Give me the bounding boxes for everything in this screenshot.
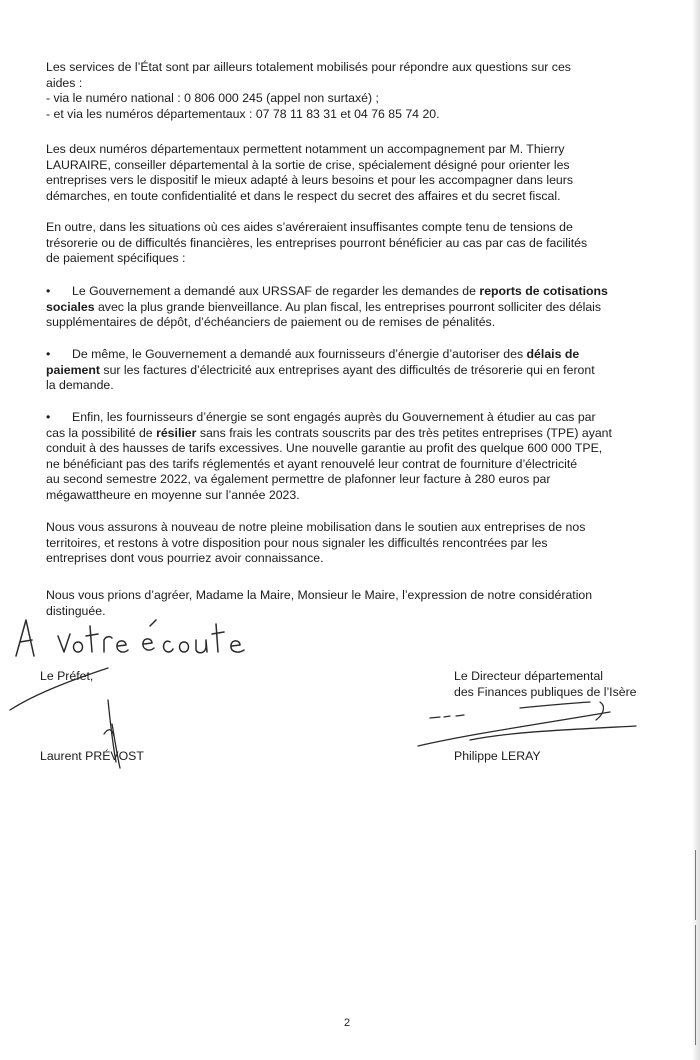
page-number: 2	[344, 1017, 351, 1029]
bold-text: sociales	[46, 299, 95, 314]
scan-edge-mark	[695, 850, 696, 920]
text-line: mégawattheure en moyenne sur l’année 2023.	[46, 487, 300, 502]
text-line	[46, 363, 654, 379]
text-line: la demande.	[46, 378, 114, 393]
bold-text: paiement	[46, 362, 100, 377]
signature-prefet-name: Laurent PRÉVOST	[40, 749, 144, 763]
text-line: Nous vous prions d’agréer, Madame la Maire, Monsieur le Maire, l’expression de notre considération	[46, 588, 593, 602]
text-line: conduit à des hausses de tarifs excessives. Une nouvelle garantie au profit des quelque 600 000 TPE,	[46, 441, 603, 456]
bullet-urssaf	[46, 284, 654, 331]
scan-edge-mark	[695, 925, 696, 1045]
scan-edge-shadow	[692, 0, 700, 1060]
text-line: au second semestre 2022, va également permettre de plafonner leur facture à 280 euros par	[46, 472, 551, 487]
text-run: Enfin, les fournisseurs d’énergie se sont engagés auprès du Gouvernement à étudier au cas par	[72, 410, 596, 424]
text-line: entreprises vers le dispositif le mieux adapté à leurs besoins et pour les accompagner dans leurs	[46, 173, 573, 188]
text-run: Le Gouvernement a demandé aux URSSAF de regarder les demandes de	[72, 284, 480, 298]
text-line	[46, 284, 654, 300]
text-line: - et via les numéros départementaux : 07 78 11 83 31 et 04 76 85 74 20.	[46, 106, 440, 121]
text-line: supplémentaires de dépôt, d’échéanciers de paiement ou de remises de pénalités.	[46, 315, 496, 330]
text-run: cas la possibilité de	[46, 425, 157, 440]
text-line: ne bénéficiant pas des tarifs réglementés et ayant renouvelé leur contrat de fourniture d’électricité	[46, 456, 578, 471]
text-line: LAURAIRE, conseiller départemental à la sortie de crise, spécialement désigné pour orienter les	[46, 157, 570, 172]
text-line: En outre, dans les situations où ces aides s’avéreraient insuffisantes compte tenu de tensions de	[46, 220, 573, 234]
text-line: de paiement spécifiques :	[46, 251, 186, 266]
text-line	[46, 347, 654, 363]
text-line: Les deux numéros départementaux permettent notamment un accompagnement par M. Thierry	[46, 142, 565, 156]
text-line: aides :	[46, 75, 83, 90]
bullet-marker: •	[46, 347, 51, 361]
bold-text: délais de	[526, 347, 580, 361]
signature-dgfip-title-2: des Finances publiques de l’Isère	[454, 685, 637, 699]
text-line: Nous vous assurons à nouveau de notre pleine mobilisation dans le soutien aux entreprises de nos	[46, 520, 586, 534]
bold-text: reports de cotisations	[479, 284, 608, 298]
text-run: avec la plus grande bienveillance. Au plan fiscal, les entreprises pourront solliciter des délais	[94, 299, 602, 314]
signature-prefet-title: Le Préfet,	[40, 669, 94, 683]
bullet-marker: •	[46, 284, 51, 298]
bullet-tpe-contracts	[46, 410, 654, 504]
text-run: sans frais les contrats souscrits par des très petites entreprises (TPE) ayant	[196, 425, 612, 440]
director-signature	[410, 700, 640, 752]
paragraph-outre	[46, 220, 654, 267]
paragraph-numbers	[46, 142, 654, 204]
handwritten-note	[12, 612, 272, 670]
text-line	[46, 426, 654, 442]
text-line: trésorerie ou de difficultés financières, les entreprises pourront bénéficier au cas par cas de facilités	[46, 235, 588, 250]
signature-dgfip-title-1: Le Directeur départemental	[454, 669, 604, 683]
text-line: Les services de l’État sont par ailleurs totalement mobilisés pour répondre aux questions sur ces	[46, 60, 571, 74]
paragraph-intro	[46, 60, 654, 122]
text-line	[46, 300, 654, 316]
text-line: entreprises dont vous pourriez avoir connaissance.	[46, 551, 324, 566]
text-run: De même, le Gouvernement a demandé aux fournisseurs d’énergie d’autoriser des	[72, 347, 527, 361]
text-line: démarches, en toute confidentialité et dans le respect du secret des affaires et du secret fiscal.	[46, 188, 561, 203]
text-line: distinguée.	[46, 603, 106, 618]
paragraph-assurons	[46, 520, 654, 567]
bullet-energy-delays	[46, 347, 654, 394]
text-line	[46, 410, 654, 426]
bullet-marker: •	[46, 410, 51, 424]
text-run: sur les factures d’électricité aux entreprises ayant des difficultés de trésorerie qui en feront	[100, 362, 595, 377]
signature-dgfip-name: Philippe LERAY	[454, 749, 541, 763]
text-line: territoires, et restons à votre disposition pour nous signaler les difficultés rencontrées par les	[46, 535, 548, 550]
text-line: - via le numéro national : 0 806 000 245 (appel non surtaxé) ;	[46, 91, 379, 106]
bold-text: résilier	[156, 425, 197, 440]
